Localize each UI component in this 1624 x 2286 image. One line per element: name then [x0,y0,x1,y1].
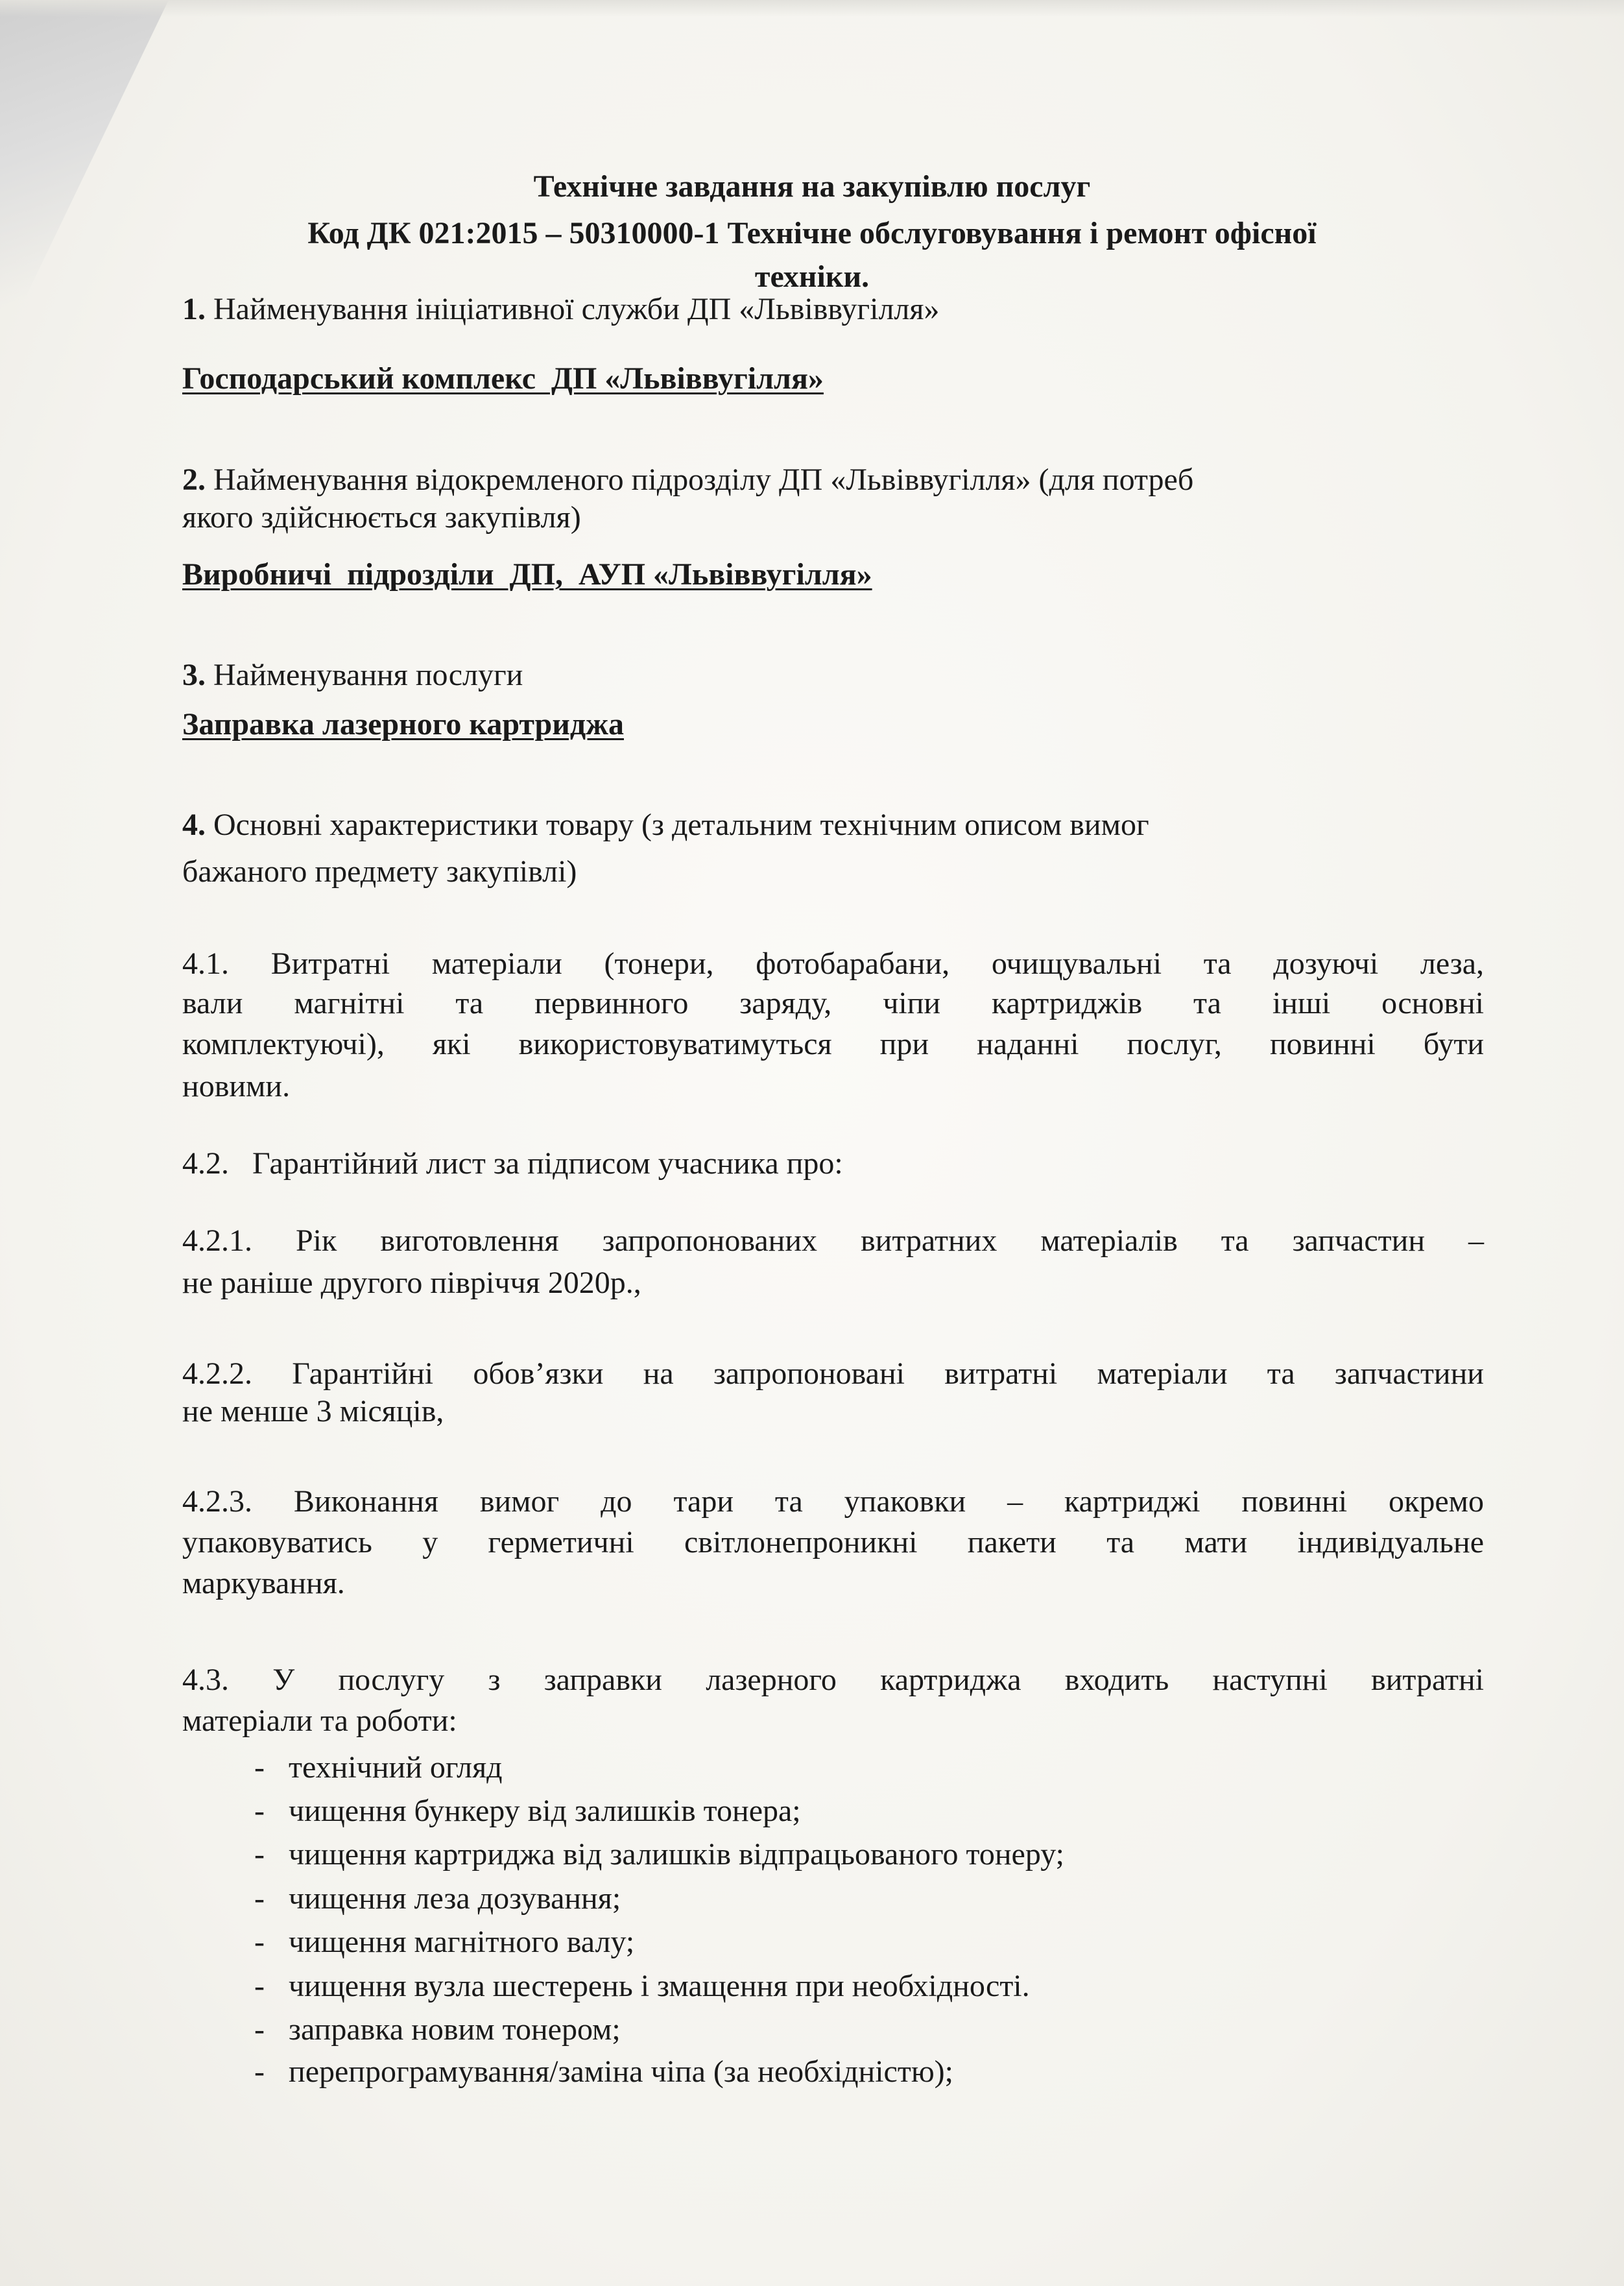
list-item-text: чищення вузла шестерень і змащення при необхідності. [289,1969,1030,2003]
paragraph-4-2-3-line-2: упаковуватись у герметичні світлонепроникні пакети та мати індивідуальне [182,1525,1484,1559]
list-item-text: чищення бункеру від залишків тонера; [289,1794,801,1828]
list-dash: - [254,1750,265,1785]
list-dash: - [254,2012,265,2047]
document-title-line-3: техніки. [754,259,870,294]
section-3-number: 3. [182,658,206,692]
paragraph-4-3-line-2: матеріали та роботи: [182,1703,457,1738]
section-3-heading [182,656,523,695]
paragraph-4-1-line-4: новими. [182,1069,291,1103]
section-4-heading-cont: бажаного предмету закупівлі) [182,854,577,889]
section-3-value-text: Заправка лазерного картриджа [182,707,624,741]
section-3-text: Найменування послуги [206,658,523,692]
scan-corner-shadow [0,0,169,350]
list-dash: - [254,1925,265,1959]
list-item-text: чищення картриджа від залишків відпрацьованого тонеру; [289,1837,1064,1871]
document-title-line-1: Технічне завдання на закупівлю послуг [533,169,1091,204]
section-1-value-text: Господарський комплекс ДП «Львіввугілля» [182,361,824,396]
document-title-line-2: Код ДК 021:2015 – 50310000-1 Технічне обслуговування і ремонт офісної [307,216,1317,250]
section-2-value-text: Виробничі підрозділи ДП, АУП «Львіввугілля» [182,557,872,592]
section-2-text: Найменування відокремленого підрозділу ДП «Львіввугілля» (для потреб [206,463,1194,497]
list-dash: - [254,1837,265,1871]
paragraph-4-2-1-line-1: 4.2.1. Рік виготовлення запропонованих витратних матеріалів та запчастин – [182,1223,1484,1258]
paragraph-4-2-2-line-1: 4.2.2. Гарантійні обов’язки на запропоновані витратні матеріали та запчастини [182,1356,1484,1391]
paragraph-4-1-line-3: комплектуючі), які використовуватимуться при наданні послуг, повинні бути [182,1027,1484,1061]
section-2-value [182,555,872,594]
section-2-heading [182,461,1193,499]
section-1-text: Найменування ініціативної служби ДП «Львіввугілля» [206,292,940,326]
list-item-text: чищення магнітного валу; [289,1925,635,1959]
section-4-heading [182,806,1149,845]
paragraph-4-1-line-1: 4.1. Витратні матеріали (тонери, фотобарабани, очищувальні та дозуючі леза, [182,946,1484,981]
paragraph-4-1-line-2: вали магнітні та первинного заряду, чіпи картриджів та інші основні [182,986,1484,1020]
list-item-text: технічний огляд [289,1750,503,1785]
paragraph-4-2-2-line-2: не менше 3 місяців, [182,1394,444,1428]
paragraph-4-2-3-line-1: 4.2.3. Виконання вимог до тари та упаковки – картриджі повинні окремо [182,1484,1484,1519]
section-1-number: 1. [182,292,206,326]
paragraph-4-3-line-1: 4.3. У послугу з заправки лазерного картриджа входить наступні витратні [182,1663,1484,1697]
list-item-text: чищення леза дозування; [289,1881,621,1916]
scan-top-edge [0,0,1624,17]
paragraph-4-2: 4.2. Гарантійний лист за підписом учасника про: [182,1146,843,1181]
list-dash: - [254,1969,265,2003]
section-2-heading-cont: якого здійснюється закупівля) [182,500,581,535]
section-3-value [182,705,624,744]
section-2-number: 2. [182,463,206,497]
section-4-text: Основні характеристики товару (з детальним технічним описом вимог [206,808,1149,842]
section-1-value [182,359,824,398]
section-1-heading [182,290,939,329]
list-item-text: перепрограмування/заміна чіпа (за необхідністю); [289,2054,953,2089]
list-dash: - [254,2054,265,2089]
section-4-number: 4. [182,808,206,842]
paragraph-4-2-1-line-2: не раніше другого півріччя 2020р., [182,1266,641,1300]
list-item-text: заправка новим тонером; [289,2012,621,2047]
list-dash: - [254,1881,265,1916]
list-dash: - [254,1794,265,1828]
paragraph-4-2-3-line-3: маркування. [182,1566,345,1600]
